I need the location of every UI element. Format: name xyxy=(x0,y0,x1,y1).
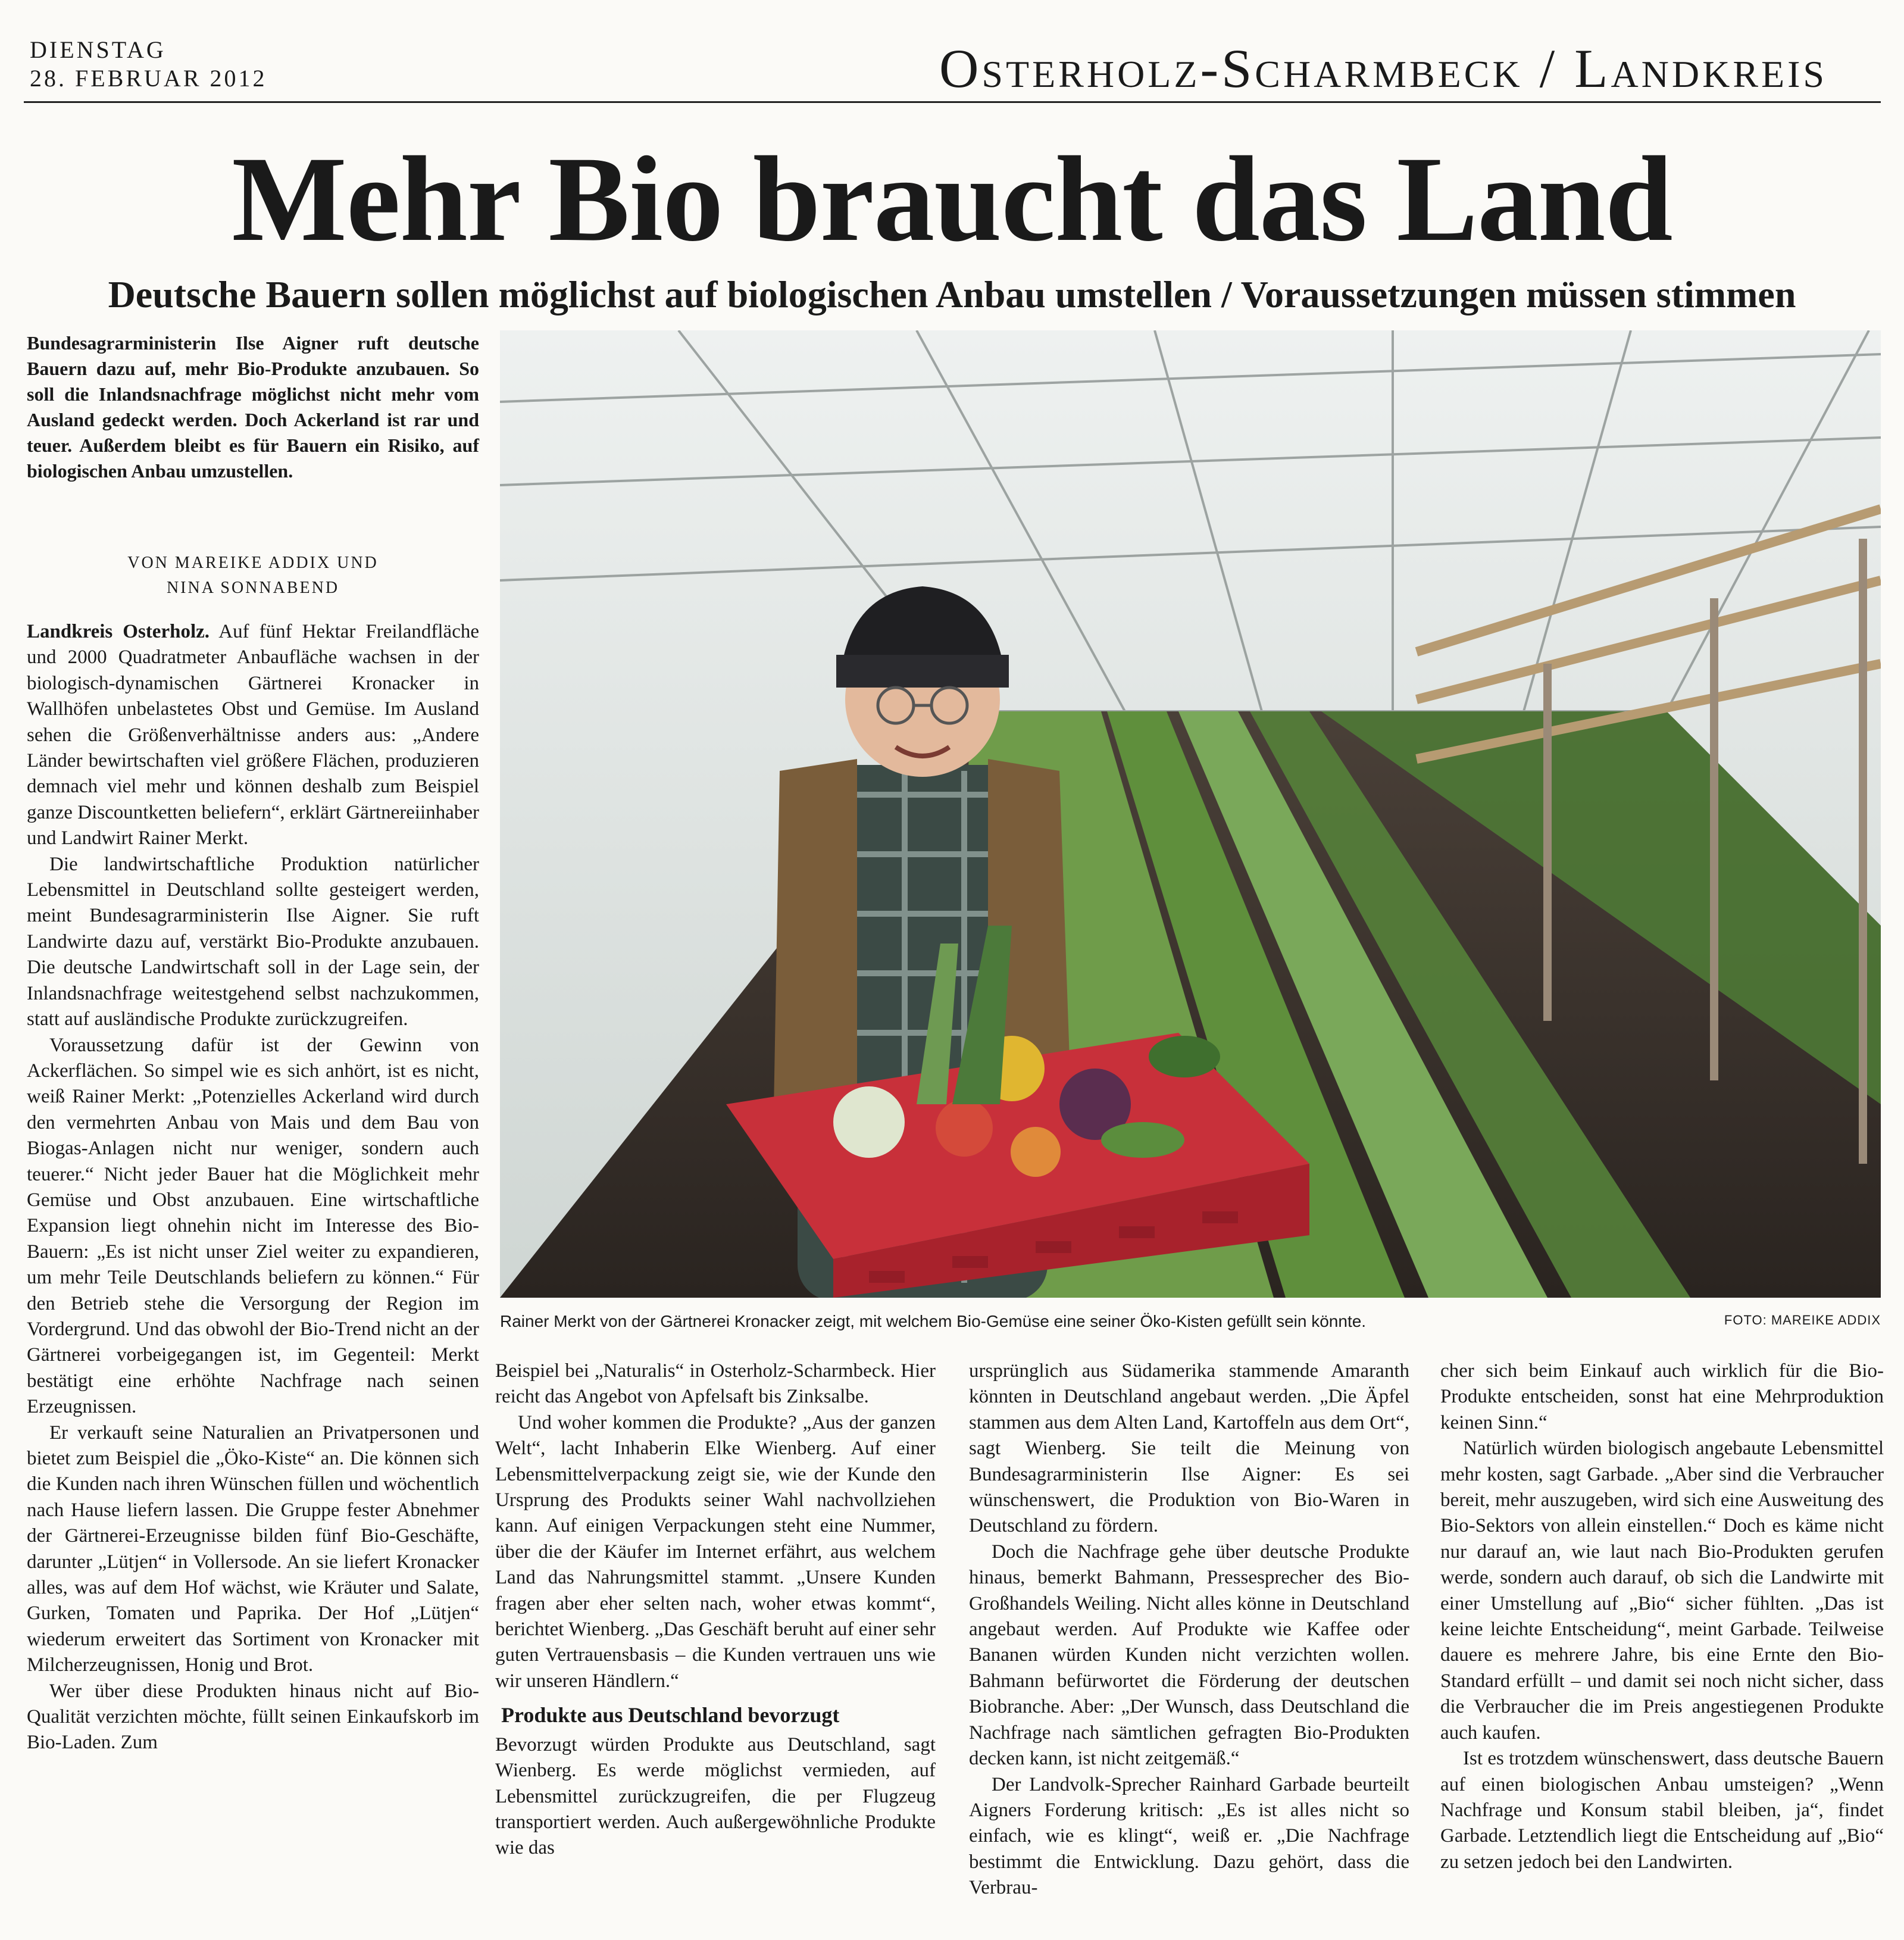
byline-line-2: NINA SONNABEND xyxy=(166,579,340,597)
article-photo xyxy=(500,330,1881,1298)
masthead xyxy=(24,24,1881,101)
lead-paragraph: Bundesagrarministerin Ilse Aigner ruft deutsche Bauern dazu auf, mehr Bio-Produkte anzubauen. So soll die Inlandsnachfrage möglichst nicht mehr vom Ausland gedeckt werden. Doch Ackerland ist rar und teuer. Außerdem bleibt es für Bauern ein Risiko, auf biologischen Anbau umzustellen. xyxy=(27,332,479,482)
article-column-1 xyxy=(27,619,479,1756)
paragraph: Bevorzugt würden Produkte aus Deutschland, sagt Wienberg. Es werde möglichst vermieden, auf Lebensmittel zurückzugreifen, die per Flugzeug transportiert werden. Auch außergewöhnliche Produkte wie das xyxy=(495,1733,936,1859)
header-rule xyxy=(24,101,1881,103)
paragraph: Die landwirtschaftliche Produktion natürlicher Lebensmittel in Deutschland sollte gesteigert werden, meint Bundesagrarministerin Ilse Aigner. Sie ruft Landwirte dazu auf, verstärkt Bio-Produkte anzubauen. Die deutsche Landwirtschaft soll in der Lage sein, der Inlandsnachfrage weitestgehend selbst nachzukommen, statt auf ausländische Produkte zurückzugreifen. xyxy=(27,853,479,1030)
byline xyxy=(27,551,479,601)
paragraph: Wer über diese Produkten hinaus nicht auf Bio-Qualität verzichten möchte, füllt seinen Einkaufskorb im Bio-Laden. Zum xyxy=(27,1680,479,1754)
article-column-4 xyxy=(1440,1358,1884,1875)
paragraph: Beispiel bei „Naturalis“ in Osterholz-Scharmbeck. Hier reicht das Angebot von Apfelsaft bis Zinksalbe. xyxy=(495,1360,936,1408)
paragraph: cher sich beim Einkauf auch wirklich für die Bio-Produkte entscheiden, sonst hat eine Mehrproduktion keinen Sinn.“ xyxy=(1440,1360,1884,1433)
subheadline: Deutsche Bauern sollen möglichst auf biologischen Anbau umstellen / Voraussetzungen müssen stimmen xyxy=(108,273,1796,315)
dateline-place: Landkreis Osterholz. xyxy=(27,621,210,642)
article-column-3 xyxy=(969,1358,1409,1901)
paragraph: Doch die Nachfrage gehe über deutsche Produkte hinaus, bemerkt Bahmann, Pressesprecher des Bio-Großhandels Weiling. Nicht alles könne in Deutschland angebaut werden. Auf Produkte wie Kaffee oder Bananen würden Kunden nicht verzichten wollen. Bahmann befürwortet die Förderung der deutschen Biobranche. Aber: „Der Wunsch, dass Deutschland die Nachfrage nach sämtlichen gefragten Bio-Produkten decken kann, ist nicht zeitgemäß.“ xyxy=(969,1541,1409,1770)
section-title: Osterholz-Scharmbeck / Landkreis xyxy=(939,38,1827,99)
photo-credit: FOTO: MAREIKE ADDIX xyxy=(1724,1313,1881,1327)
paragraph-text: Auf fünf Hektar Freilandfläche und 2000 Quadratmeter Anbaufläche wachsen in der biologisch-dynamischen Gärtnerei Kronacker in Wallhöfen unbelastetes Obst und Gemüse. Im Ausland sehen die Größenverhältnisse anders aus: „Andere Länder bewirtschaften viel größere Flächen, produzieren demnach viel mehr und können deshalb zum Beispiel ganze Discountketten beliefern“, erklärt Gärtnereiinhaber und Landwirt Rainer Merkt. xyxy=(27,621,479,849)
article-column-2 xyxy=(495,1358,936,1861)
byline-line-1: VON MAREIKE ADDIX UND xyxy=(127,554,379,572)
paragraph: Natürlich würden biologisch angebaute Lebensmittel mehr kosten, sagt Garbade. „Aber sind die Verbraucher bereit, mehr auszugeben, wird sich eine Ausweitung des Bio-Sektors von allein einstellen.“ Doch es käme nicht nur darauf an, wie laut nach Bio-Produkten gerufen werde, sondern auch darauf, ob sich die Landwirte mit einer Umstellung auf „Bio“ sicher fühlten. „Das ist keine leichte Entscheidung“, meint Garbade. Teilweise dauere es mehrere Jahre, bis eine Ernte den Bio-Standard erfüllt – und damit sei noch nicht sicher, dass die Verbraucher die im Preis angestiegenen Produkte auch kaufen. xyxy=(1440,1438,1884,1744)
paragraph: Der Landvolk-Sprecher Rainhard Garbade beurteilt Aigners Forderung kritisch: „Es ist alles nicht so einfach, wie es klingt“, weiß er. „Die Nachfrage bestimmt die Entwicklung. Dazu gehört, dass die Verbrau- xyxy=(969,1773,1409,1899)
paragraph: Er verkauft seine Naturalien an Privatpersonen und bietet zum Beispiel die „Öko-Kiste“ an. Die können sich die Kunden nach ihren Wünschen füllen und wöchentlich nach Hause liefern lassen. Die Gruppe fester Abnehmer der Gärtnerei-Erzeugnisse bilden fünf Bio-Geschäfte, darunter „Lütjen“ in Vollersode. An sie liefert Kronacker alles, was auf dem Hof wächst, wie Kräuter und Salate, Gurken, Tomaten und Paprika. Der Hof „Lütjen“ wiederum erweitert das Sortiment von Kronacker mit Milcherzeugnissen, Honig und Brot. xyxy=(27,1422,479,1676)
section-subhead: Produkte aus Deutschland bevorzugt xyxy=(501,1703,840,1727)
paragraph: Ist es trotzdem wünschenswert, dass deutsche Bauern auf einen biologischen Anbau umsteigen? „Wenn Nachfrage und Konsum stabil bleiben, ja“, findet Garbade. Letztendlich liegt die Entscheidung auf „Bio“ zu setzen jedoch bei den Landwirten. xyxy=(1440,1748,1884,1873)
weekday: DIENSTAG xyxy=(30,36,166,63)
headline: Mehr Bio braucht das Land xyxy=(232,132,1672,267)
paragraph xyxy=(27,619,479,852)
photo-caption: Rainer Merkt von der Gärtnerei Kronacker zeigt, mit welchem Bio-Gemüse eine seiner Öko-Kisten gefüllt sein könnte. xyxy=(500,1312,1367,1330)
paragraph: Und woher kommen die Produkte? „Aus der ganzen Welt“, lacht Inhaberin Elke Wienberg. Auf einer Lebensmittelverpackung zeigt sie, wie der Kunde den Ursprung des Produkts seiner Wahl nachvollziehen kann. Auf einigen Verpackungen steht eine Nummer, über die der Käufer im Internet erfährt, aus welchem Land das Nahrungsmittel stammt. „Unsere Kunden fragen aber eher selten nach, woher etwas kommt“, berichtet Wienberg. „Das Geschäft beruht auf einer sehr guten Vertrauensbasis – die Kunden vertrauen uns wie wir unseren Händlern.“ xyxy=(495,1411,936,1692)
date: 28. FEBRUAR 2012 xyxy=(30,65,267,92)
paragraph: ursprünglich aus Südamerika stammende Amaranth könnten in Deutschland angebaut werden. „Die Äpfel stammen aus dem Alten Land, Kartoffeln aus dem Ort“, sagt Wienberg. Sie teilt die Meinung von Bundesagrarministerin Ilse Aigner: Es sei wünschenswert, die Produktion von Bio-Waren in Deutschland zu fördern. xyxy=(969,1360,1409,1537)
dateline xyxy=(30,36,267,93)
greenhouse-photo-illustration xyxy=(500,330,1881,1298)
paragraph: Voraussetzung dafür ist der Gewinn von Ackerflächen. So simpel wie es sich anhört, ist es nicht, weiß Rainer Merkt: „Potenzielles Ackerland wird durch den vermehrten Anbau von Mais und dem Bau von Biogas-Anlagen nicht nur weniger, sondern auch teuerer.“ Nicht jeder Bauer hat die Möglichkeit mehr Gemüse und Obst anzubauen. Eine wirtschaftliche Expansion liegt ohnehin nicht im Interesse des Bio-Bauern: „Es ist nicht unser Ziel weiter zu expandieren, um mehr Teile Deutschlands beliefern zu können.“ Für den Betrieb stehe die Versorgung der Region im Vordergrund. Und das obwohl der Bio-Trend nicht an der Gärtnerei vorbeigegangen ist, im Gegenteil: Merkt bestätigt eine erhöhte Nachfrage nach seinen Erzeugnissen. xyxy=(27,1034,479,1418)
